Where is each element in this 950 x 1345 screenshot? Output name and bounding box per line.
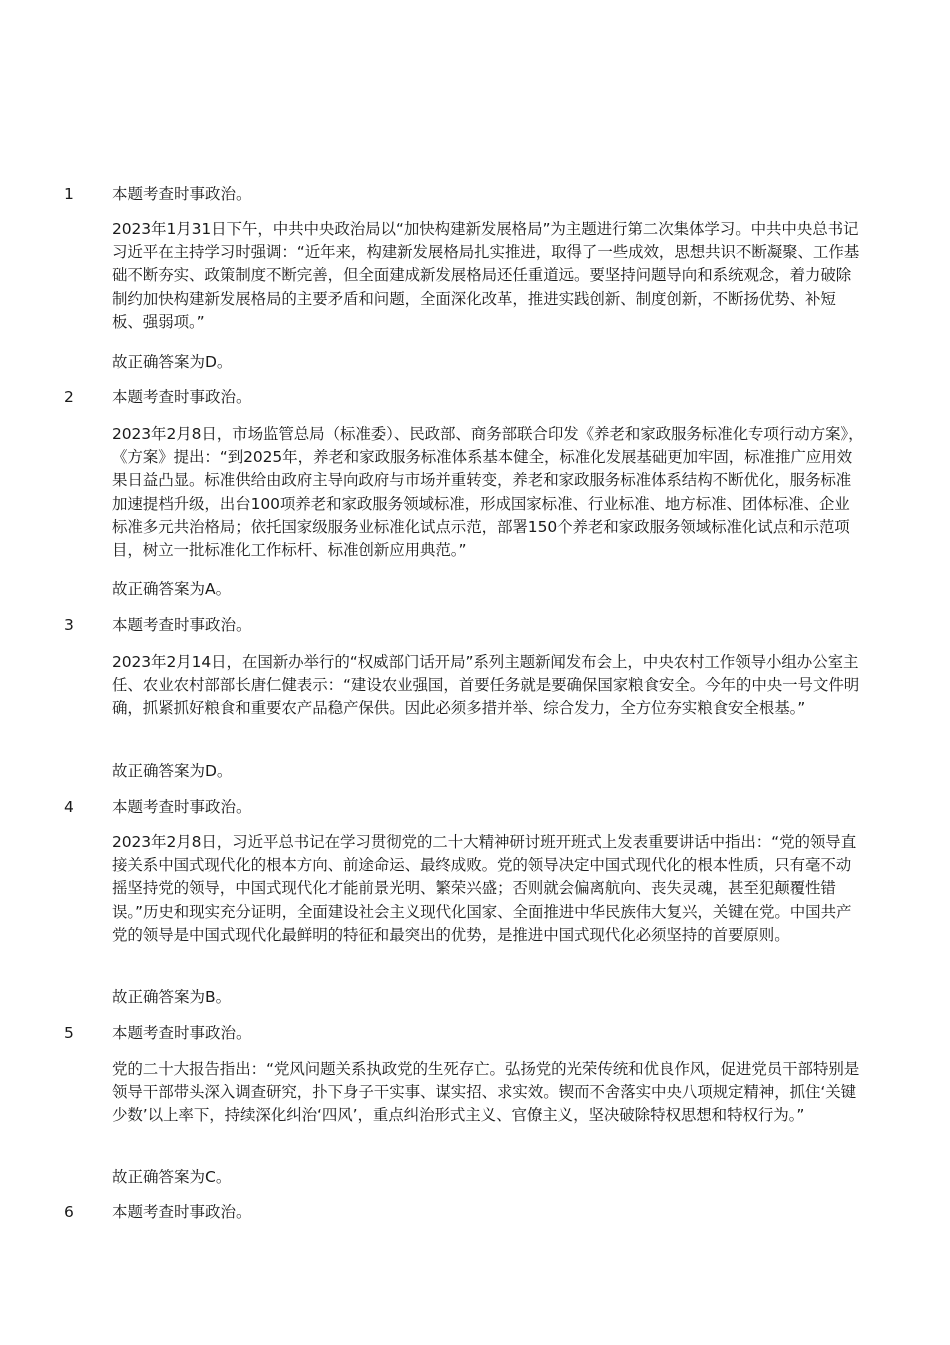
question-answer: 故正确答案为C。	[112, 1168, 232, 1186]
question-number: 1	[64, 185, 74, 203]
question-topic: 本题考查时事政治。	[112, 185, 252, 203]
question-explanation: 2023年1月31日下午，中共中央政治局以“加快构建新发展格局”为主题进行第二次集体学习。中共中央总书记习近平在主持学习时强调：“近年来，构建新发展格局扎实推进，取得了一些成效，思想共识不断凝聚、工作基础不断夯实、政策制度不断完善，但全面建成新发展格局还任重道远。要坚持问题导向和系统观念，着力破除制约加快构建新发展格局的主要矛盾和问题，全面深化改革，推进实践创新、制度创新，不断扬优势、补短板、强弱项。”	[112, 220, 860, 331]
question-explanation: 党的二十大报告指出：“党风问题关系执政党的生死存亡。弘扬党的光荣传统和优良作风，促进党员干部特别是领导干部带头深入调查研究，扑下身子干实事、谋实招、求实效。锲而不舍落实中央八项规定精神，抓住‘关键少数’以上率下，持续深化纠治‘四风’，重点纠治形式主义、官僚主义，坚决破除特权思想和特权行为。”	[112, 1060, 860, 1125]
question-explanation: 2023年2月8日，习近平总书记在学习贯彻党的二十大精神研讨班开班式上发表重要讲话中指出：“党的领导直接关系中国式现代化的根本方向、前途命运、最终成败。党的领导决定中国式现代化的根本性质，只有毫不动摇坚持党的领导，中国式现代化才能前景光明、繁荣兴盛；否则就会偏离航向、丧失灵魂，甚至犯颠覆性错误。”历史和现实充分证明，全面建设社会主义现代化国家、全面推进中华民族伟大复兴，关键在党。中国共产党的领导是中国式现代化最鲜明的特征和最突出的优势，是推进中国式现代化必须坚持的首要原则。	[112, 833, 857, 944]
question-number: 3	[64, 616, 74, 634]
question-explanation: 2023年2月14日，在国新办举行的“权威部门话开局”系列主题新闻发布会上，中央农村工作领导小组办公室主任、农业农村部部长唐仁健表示：“建设农业强国，首要任务就是要确保国家粮食安全。今年的中央一号文件明确，抓紧抓好粮食和重要农产品稳产保供。因此必须多措并举、综合发力，全方位夯实粮食安全根基。”	[112, 653, 860, 718]
question-topic: 本题考查时事政治。	[112, 388, 252, 406]
question-number: 5	[64, 1024, 74, 1042]
question-topic: 本题考查时事政治。	[112, 798, 252, 816]
question-answer: 故正确答案为D。	[112, 762, 233, 780]
question-number: 6	[64, 1203, 74, 1221]
question-topic: 本题考查时事政治。	[112, 616, 252, 634]
question-topic: 本题考查时事政治。	[112, 1203, 252, 1221]
question-answer: 故正确答案为D。	[112, 353, 233, 371]
question-number: 2	[64, 388, 74, 406]
question-number: 4	[64, 798, 74, 816]
question-answer: 故正确答案为A。	[112, 580, 232, 598]
question-answer: 故正确答案为B。	[112, 988, 232, 1006]
question-explanation: 2023年2月8日，市场监管总局（标准委）、民政部、商务部联合印发《养老和家政服务标准化专项行动方案》，《方案》提出：“到2025年，养老和家政服务标准体系基本健全，标准化发展基础更加牢固，标准推广应用效果日益凸显。标准供给由政府主导向政府与市场并重转变，养老和家政服务标准体系结构不断优化，服务标准加速提档升级，出台100项养老和家政服务领域标准，形成国家标准、行业标准、地方标准、团体标准、企业标准多元共治格局；依托国家级服务业标准化试点示范，部署150个养老和家政服务领域标准化试点和示范项目，树立一批标准化工作标杆、标准创新应用典范。”	[112, 425, 864, 560]
question-topic: 本题考查时事政治。	[112, 1024, 252, 1042]
